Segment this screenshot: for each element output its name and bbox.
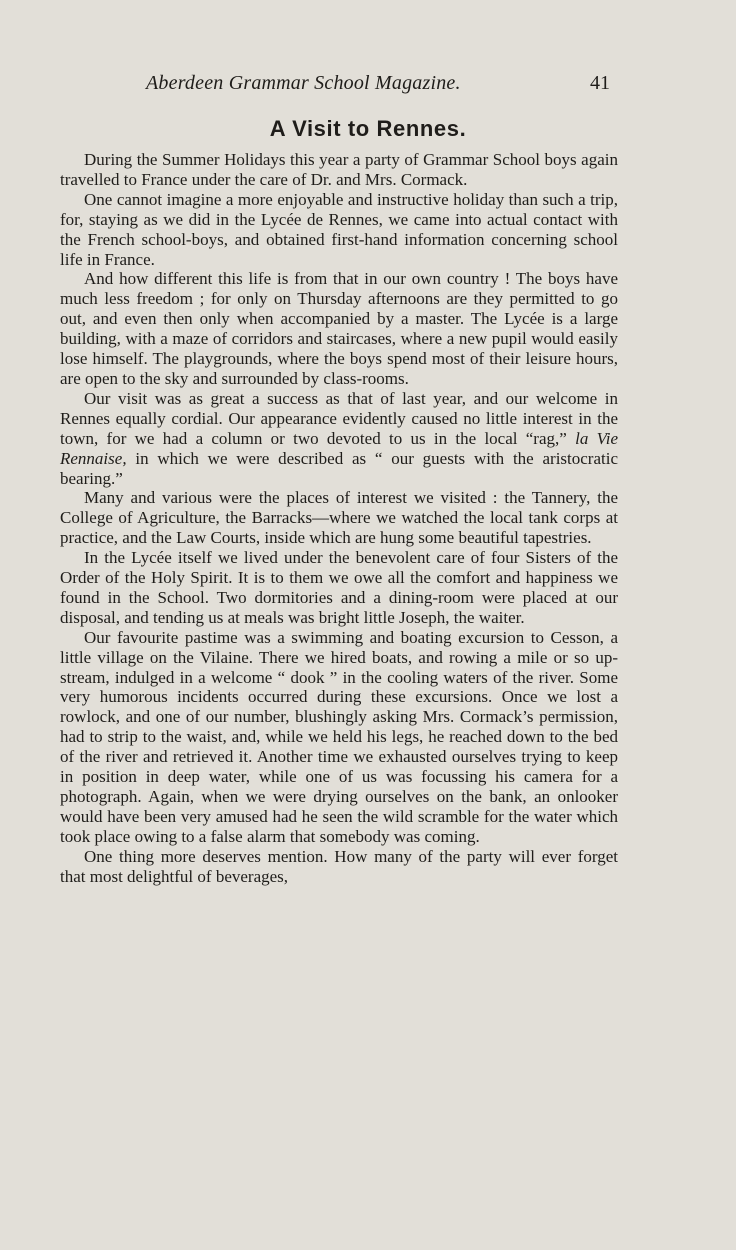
running-header <box>146 72 616 102</box>
paragraph-3: And how different this life is from that in our own country ! The boys have much less freedom ; for only on Thursday afternoons are they permitted to go out, and even then only when accompanied by a master. The Lycée is a large building, with a maze of corridors and staircases, where a new pupil would easily lose himself. The playgrounds, where the boys spend most of their leisure hours, are open to the sky and surrounded by class-rooms. <box>60 269 618 388</box>
page-number: 41 <box>590 72 610 94</box>
paragraph-1: During the Summer Holidays this year a party of Grammar School boys again travelled to France under the care of Dr. and Mrs. Cormack. <box>60 150 618 189</box>
paragraph-2: One cannot imagine a more enjoyable and instructive holiday than such a trip, for, staying as we did in the Lycée de Rennes, we came into actual contact with the French school-boys, and obtained first-hand information concerning school life in France. <box>60 189 618 269</box>
paragraph-4 <box>60 389 618 489</box>
paragraph-7: Our favourite pastime was a swimming and boating excursion to Cesson, a little village on the Vilaine. There we hired boats, and rowing a mile or so up-stream, indulged in a welcome “ dook ” in the cooling waters of the river. Some very humorous incidents occurred during these excursions. Once we lost a rowlock, and one of our number, blushingly asking Mrs. Cormack’s permission, had to strip to the waist, and, while we held his legs, he reached down to the bed of the river and retrieved it. Another time we exhausted ourselves trying to keep in position in deep water, while one of us was focussing his camera for a photograph. Again, when we were drying ourselves on the bank, an onlooker would have been very amused had he seen the wild scramble for the water which took place owing to a false alarm that somebody was coming. <box>60 627 618 846</box>
article-title: A Visit to Rennes. <box>269 116 467 141</box>
paragraph-4-part-b: in which we were described as “ our guests with the aristocratic bearing.” <box>60 448 618 488</box>
paragraph-5: Many and various were the places of interest we visited : the Tannery, the College of Agriculture, the Barracks—where we watched the local tank corps at practice, and the Law Courts, inside which are hung some beautiful tapestries. <box>60 488 618 548</box>
paragraph-8: One thing more deserves mention. How many of the party will ever forget that most delightful of beverages, <box>60 846 618 886</box>
newspaper-name: la Vie Rennaise, <box>60 428 618 468</box>
paragraph-6: In the Lycée itself we lived under the benevolent care of four Sisters of the Order of the Holy Spirit. It is to them we owe all the comfort and happiness we found in the School. Two dormitories and a dining-room were placed at our disposal, and tending us at meals was bright little Joseph, the waiter. <box>60 548 618 627</box>
article-body <box>60 150 618 887</box>
paragraph-4-part-a: Our visit was as great a success as that of last year, and our welcome in Rennes equally cordial. Our appearance evidently caused no little interest in the town, for we had a column or two devoted to us in the local “rag,” <box>60 388 618 448</box>
magazine-title: Aberdeen Grammar School Magazine. <box>146 72 461 94</box>
